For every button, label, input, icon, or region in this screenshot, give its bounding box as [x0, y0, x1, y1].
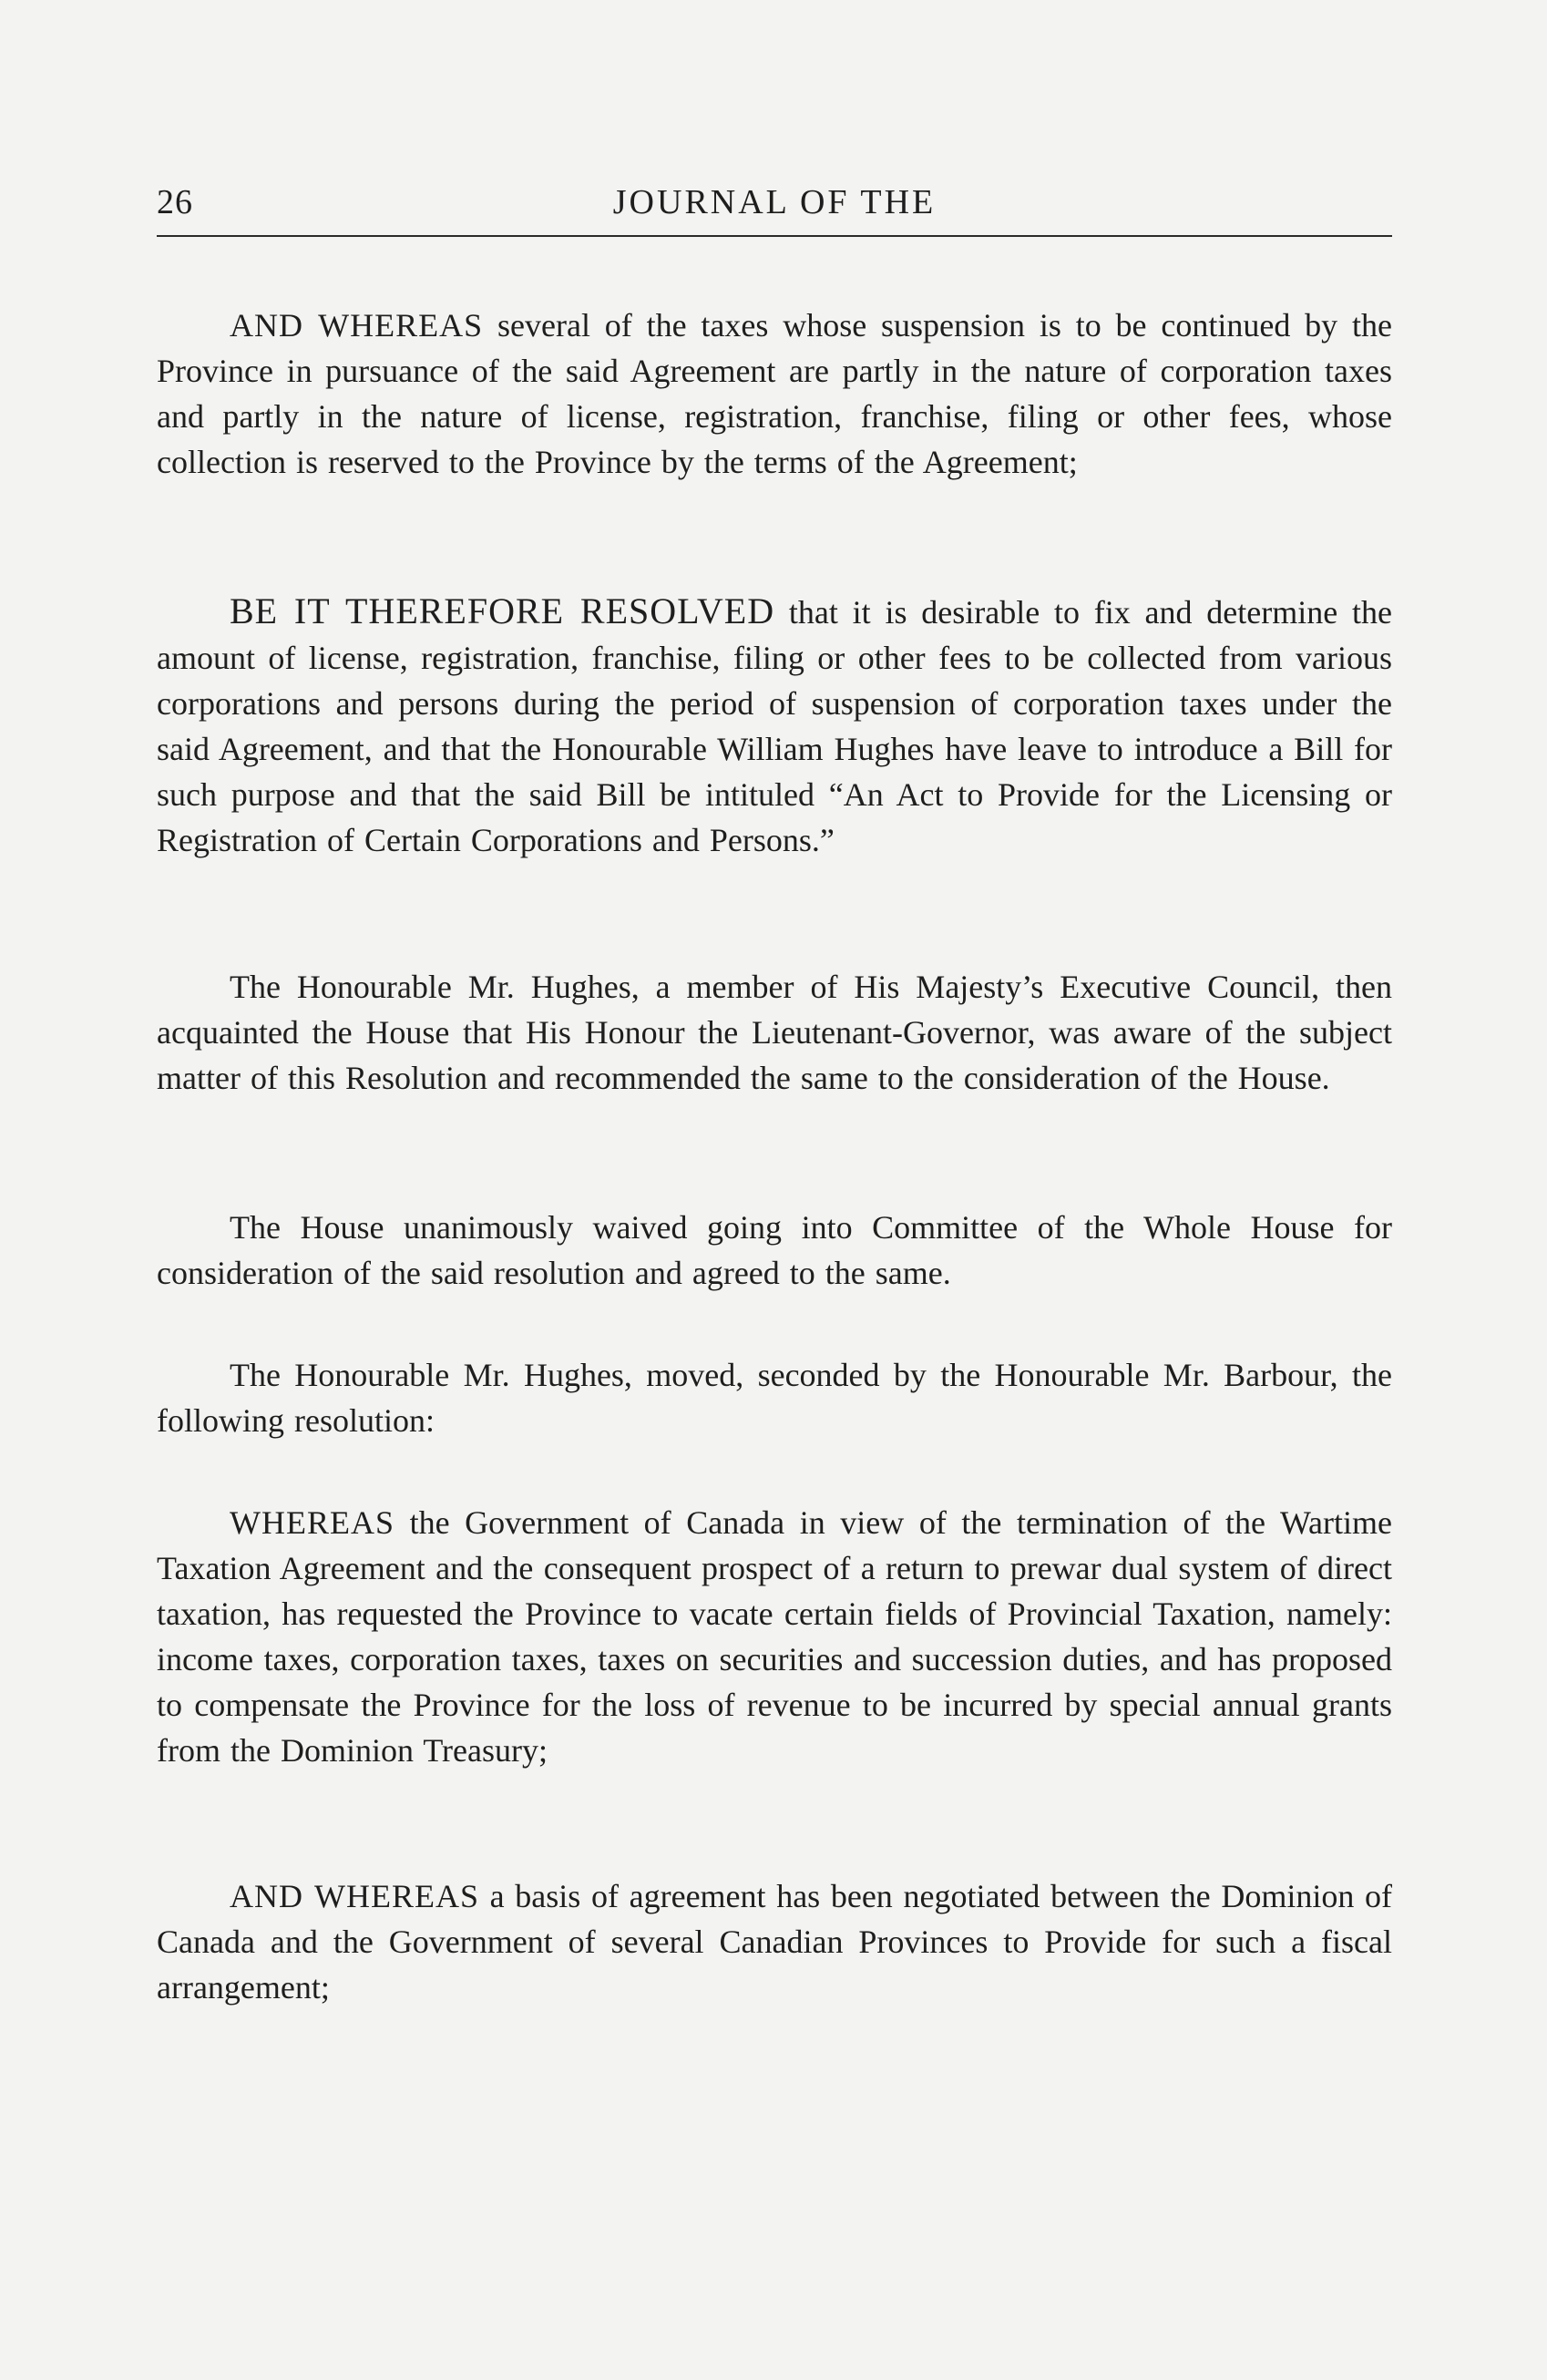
- running-head: JOURNAL OF THE: [612, 183, 937, 221]
- paragraph-lead: WHEREAS: [230, 1504, 394, 1541]
- paragraph-committee-waived: [157, 1205, 1392, 1296]
- paragraph-text: the Government of Canada in view of the termination of the Wartime Taxation Agreement and the consequent prospect of a return to prewar dual system of direct taxation, has requested the Province to vacate certain fields of Provincial Taxation, namely: income taxes, corporation taxes, taxes on securities and succession duties, and has proposed to compensate the Province for the loss of revenue to be incurred by special annual grants from the Dominion Treasury;: [157, 1504, 1392, 1769]
- paragraph-executive-council: [157, 964, 1392, 1101]
- paragraph-text: The Honourable Mr. Hughes, a member of His Majesty’s Executive Council, then acquainted the House that His Honour the Lieutenant-Governor, was aware of the subject matter of this Resolution and recommended the same to the consideration of the House.: [157, 969, 1392, 1096]
- paragraph-text: The Honourable Mr. Hughes, moved, seconded by the Honourable Mr. Barbour, the following resolution:: [157, 1357, 1392, 1439]
- paragraph-lead: AND WHEREAS: [230, 1878, 479, 1914]
- paragraph-resolved: [157, 589, 1392, 863]
- page-header: [157, 179, 1392, 237]
- paragraph-text: a basis of agreement has been negotiated between the Dominion of Canada and the Government of several Canadian Provinces to Provide for such a fiscal arrangement;: [157, 1878, 1392, 2006]
- paragraph-and-whereas-agreement: [157, 1873, 1392, 2010]
- paragraph-motion: [157, 1352, 1392, 1443]
- paragraph-whereas-canada: [157, 1500, 1392, 1773]
- paragraph-and-whereas-taxes: [157, 303, 1392, 485]
- paragraph-lead: AND WHEREAS: [230, 307, 484, 344]
- paragraph-lead: BE IT THEREFORE RESOLVED: [230, 590, 775, 631]
- paragraph-text: several of the taxes whose suspension is to be continued by the Province in pursuance of the said Agreement are partly in the nature of corporation taxes and partly in the nature of license, registration, franchise, filing or other fees, whose collection is reserved to the Province by the terms of the Agreement;: [157, 307, 1392, 480]
- paragraph-text: The House unanimously waived going into Committee of the Whole House for consideration of the said resolution and agreed to the same.: [157, 1209, 1392, 1291]
- paragraph-text: that it is desirable to fix and determine the amount of license, registration, franchise, filing or other fees to be collected from various corporations and persons during the period of suspension of corporation taxes under the said Agreement, and that the Honourable William Hughes have leave to introduce a Bill for such purpose and that the said Bill be intituled “An Act to Provide for the Licensing or Registration of Certain Corporations and Persons.”: [157, 594, 1392, 858]
- page-number: 26: [157, 183, 193, 221]
